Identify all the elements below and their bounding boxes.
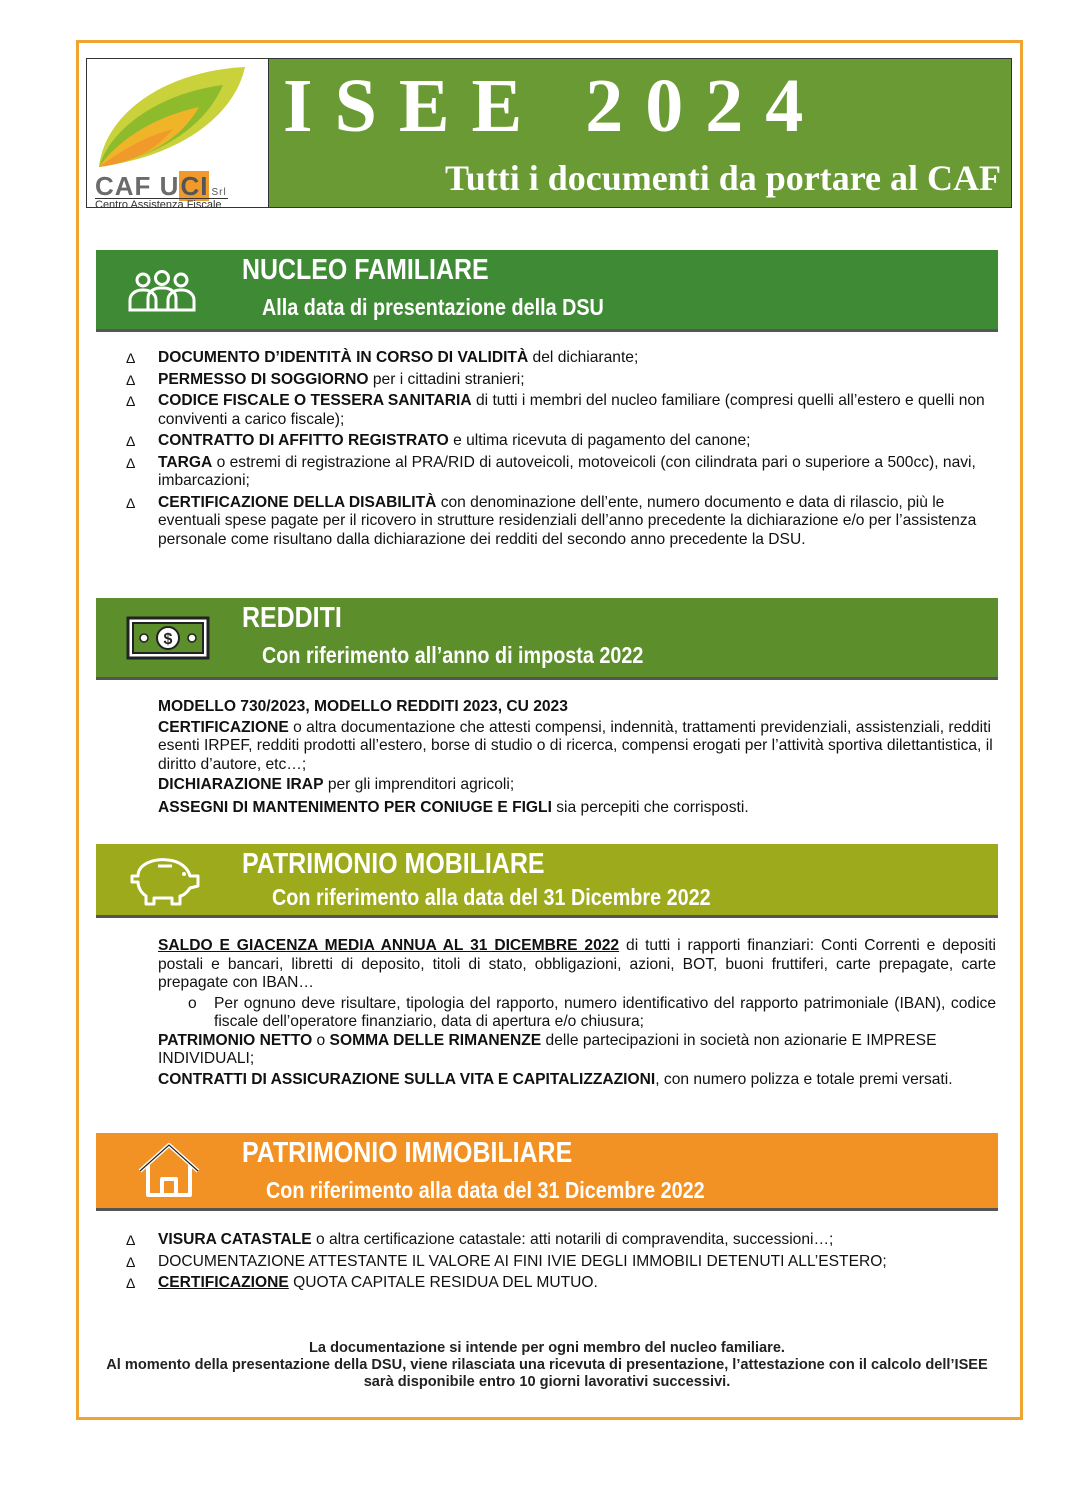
house-icon <box>136 1141 202 1199</box>
list-item: ASSEGNI DI MANTENIMENTO PER CONIUGE E FIGLI sia percepiti che corrisposti. <box>158 798 749 816</box>
logo-brand: CAF UCI Srl <box>95 171 227 201</box>
footer-note <box>96 1340 998 1391</box>
nucleo-list <box>124 349 996 552</box>
mobiliare-list <box>158 937 996 1091</box>
page-title: ISEE 2024 <box>283 64 826 148</box>
redditi-list <box>158 698 996 819</box>
list-item: Δ PERMESSO DI SOGGIORNO per i cittadini stranieri; <box>126 370 525 388</box>
section-subtitle: Con riferimento alla data del 31 Dicembre 2022 <box>272 884 711 910</box>
list-item: Δ DOCUMENTAZIONE ATTESTANTE IL VALORE AI FINI IVIE DEGLI IMMOBILI DETENUTI ALL’ESTERO; <box>126 1252 887 1270</box>
list-item: SALDO E GIACENZA MEDIA ANNUA AL 31 DICEMBRE 2022 di tutti i rapporti finanziari: Conti Correnti e depositi postali e bancari, libretti di deposito, titoli di stato, obbligazioni, azioni, BOT, buoni fruttiferi, carte prepagate, carte prepagate con IBAN… <box>158 937 996 991</box>
list-item: Δ DOCUMENTO D’IDENTITÀ IN CORSO DI VALIDITÀ del dichiarante; <box>126 349 639 366</box>
list-item: Δ CONTRATTO DI AFFITTO REGISTRATO e ultima ricevuta di pagamento del canone; <box>126 432 751 449</box>
title-box <box>269 59 1011 207</box>
footer-line: La documentazione si intende per ogni membro del nucleo familiare. <box>308 1340 785 1356</box>
section-subtitle: Con riferimento all’anno di imposta 2022 <box>262 642 644 668</box>
section-subtitle: Alla data di presentazione della DSU <box>262 294 604 320</box>
list-item: Δ VISURA CATASTALE o altra certificazione catastale: atti notarili di compravendita, successioni…; <box>126 1231 834 1248</box>
list-item: CERTIFICAZIONE o altra documentazione che attesti compensi, indennità, trattamenti previdenziali, assistenziali, redditi esenti IRPEF, redditi prodotti all’estero, borse di studio o di ricerca, compensi erogati per l’attività sportiva dilettantistica, il diritto d’autore, etc…; <box>158 718 993 773</box>
section-banner-redditi <box>96 598 998 680</box>
logo-subtitle: Centro Assistenza Fiscale <box>95 198 228 211</box>
page-subtitle: Tutti i documenti da portare al CAF <box>444 158 1001 198</box>
section-banner-immobiliare <box>96 1133 998 1211</box>
logo <box>87 59 269 211</box>
list-item: Δ CERTIFICAZIONE QUOTA CAPITALE RESIDUA DEL MUTUO. <box>126 1274 598 1291</box>
footer-line: Al momento della presentazione della DSU, viene rilasciata una ricevuta di presentazione, l’attestazione con il calcolo dell’ISEE sarà disponibile entro 10 giorni lavorativi successivi. <box>106 1357 988 1390</box>
piggy-bank-icon <box>128 854 202 906</box>
section-title: NUCLEO FAMILIARE <box>242 254 489 286</box>
list-item: Δ CODICE FISCALE O TESSERA SANITARIA di tutti i membri del nucleo familiare (compresi quelli all’estero e quelli non conviventi a carico fiscale); <box>126 392 985 428</box>
header <box>86 58 1012 211</box>
list-item: DICHIARAZIONE IRAP per gli imprenditori agricoli; <box>158 776 515 793</box>
section-title: PATRIMONIO IMMOBILIARE <box>242 1137 573 1169</box>
list-item: Δ TARGA o estremi di registrazione al PRA/RID di autoveicoli, motoveicoli (con cilindrata pari o superiore a 500cc), navi, imbarcazioni; <box>126 453 976 489</box>
leaf-logo-icon <box>95 63 261 169</box>
banknote-icon <box>126 616 210 660</box>
immobiliare-list <box>124 1231 996 1296</box>
section-title: REDDITI <box>242 602 342 634</box>
section-banner-nucleo <box>96 250 998 332</box>
list-item: PATRIMONIO NETTO o SOMMA DELLE RIMANENZE delle partecipazioni in società non azionarie E IMPRESE INDIVIDUALI; <box>158 1031 937 1067</box>
section-banner-mobiliare <box>96 844 998 918</box>
sub-list-item: o Per ognuno deve risultare, tipologia del rapporto, numero identificativo del rapporto patrimoniale (IBAN), codice fiscale dell’operatore finanziario, data di apertura e/o chiusura; <box>188 994 996 1030</box>
list-item: Δ CERTIFICAZIONE DELLA DISABILITÀ con denominazione dell’ente, numero documento e data di rilascio, più le eventuali spese pagate per il ricovero in strutture residenziali dell’anno precedente la dichiarazione e/o per l’assistenza personale come risultano dalla dichiarazione dei redditi del secondo anno precedente la DSU. <box>126 493 977 548</box>
section-subtitle: Con riferimento alla data del 31 Dicembre 2022 <box>266 1177 705 1203</box>
list-item: CONTRATTI DI ASSICURAZIONE SULLA VITA E CAPITALIZZAZIONI, con numero polizza e totale premi versati. <box>158 1070 953 1088</box>
family-icon <box>128 270 196 312</box>
list-item: MODELLO 730/2023, MODELLO REDDITI 2023, CU 2023 <box>158 698 568 715</box>
section-title: PATRIMONIO MOBILIARE <box>242 848 545 880</box>
svg-text:$: $ <box>163 631 173 648</box>
